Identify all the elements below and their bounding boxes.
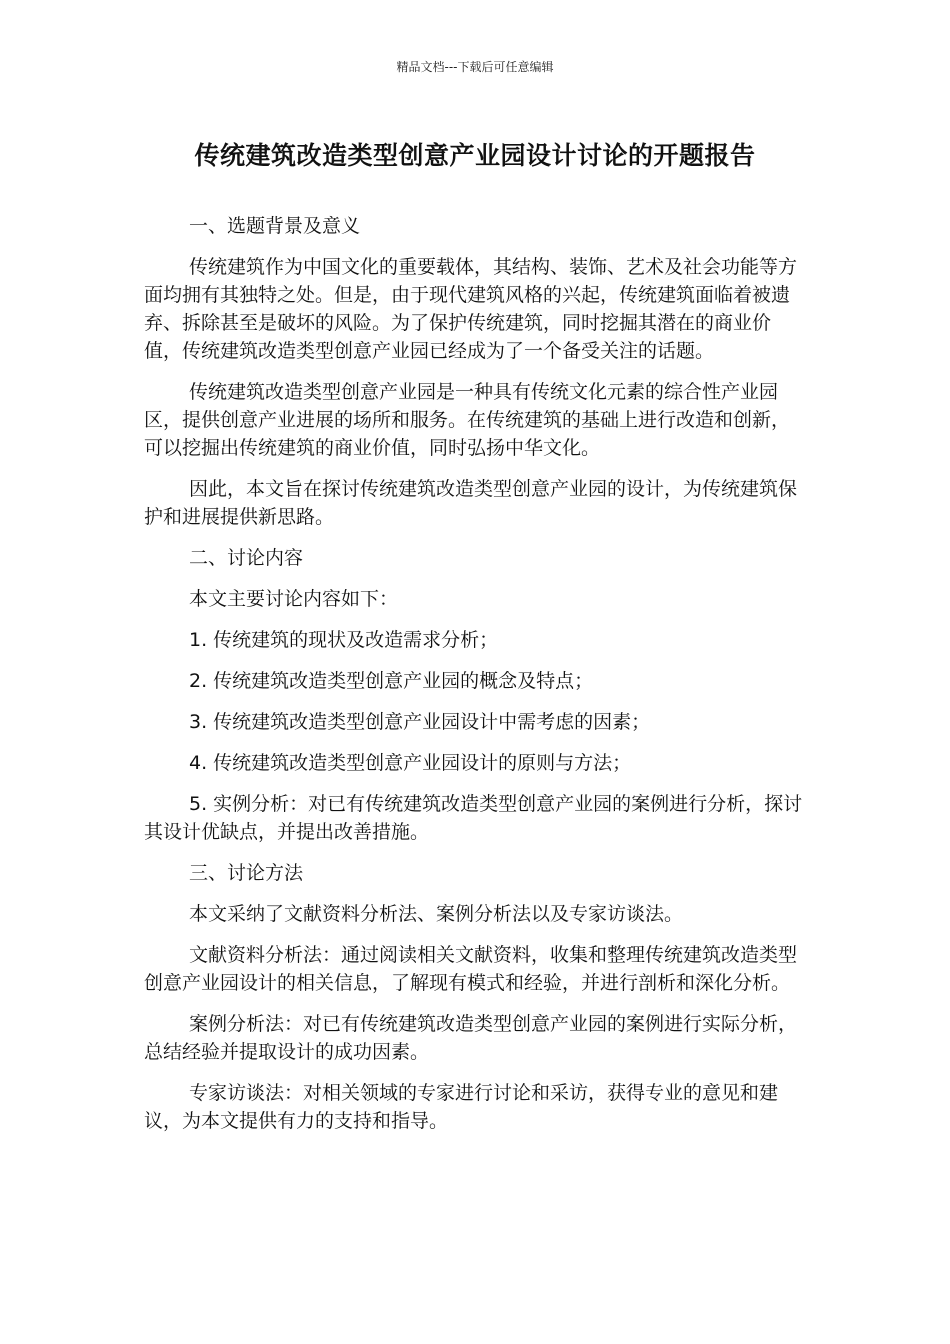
- paragraph-background-2: 传统建筑改造类型创意产业园是一种具有传统文化元素的综合性产业园区，提供创意产业进展的场所和服务。在传统建筑的基础上进行改造和创新，可以挖掘出传统建筑的商业价值，同时弘扬中华文化。: [144, 381, 791, 459]
- section-heading-background: 一、选题背景及意义: [189, 215, 361, 237]
- document-body: [144, 212, 808, 1148]
- paragraph-background-1: 传统建筑作为中国文化的重要载体，其结构、装饰、艺术及社会功能等方面均拥有其独特之处。但是，由于现代建筑风格的兴起，传统建筑面临着被遗弃、拆除甚至是破坏的风险。为了保护传统建筑，同时挖掘其潜在的商业价值，传统建筑改造类型创意产业园已经成为了一个备受关注的话题。: [144, 256, 798, 362]
- list-item-3: 3. 传统建筑改造类型创意产业园设计中需考虑的因素；: [189, 711, 651, 733]
- paragraph-content-intro: 本文主要讨论内容如下：: [189, 588, 399, 610]
- list-item-4: 4. 传统建筑改造类型创意产业园设计的原则与方法；: [189, 752, 632, 774]
- list-item-1: 1. 传统建筑的现状及改造需求分析；: [189, 629, 499, 651]
- header-note: 精品文档---下载后可任意编辑: [396, 60, 554, 74]
- list-item-5: 5. 实例分析：对已有传统建筑改造类型创意产业园的案例进行分析，探讨其设计优缺点，并提出改善措施。: [144, 793, 803, 843]
- section-heading-content: 二、讨论内容: [189, 547, 304, 569]
- paragraph-method-case: 案例分析法：对已有传统建筑改造类型创意产业园的案例进行实际分析，总结经验并提取设计的成功因素。: [144, 1013, 798, 1063]
- document-title: 传统建筑改造类型创意产业园设计讨论的开题报告: [194, 141, 756, 170]
- paragraph-method-intro: 本文采纳了文献资料分析法、案例分析法以及专家访谈法。: [189, 903, 684, 925]
- section-heading-method: 三、讨论方法: [189, 862, 304, 884]
- paragraph-background-3: 因此，本文旨在探讨传统建筑改造类型创意产业园的设计，为传统建筑保护和进展提供新思路。: [144, 478, 798, 528]
- paragraph-method-literature: 文献资料分析法：通过阅读相关文献资料，收集和整理传统建筑改造类型创意产业园设计的相关信息，了解现有模式和经验，并进行剖析和深化分析。: [144, 944, 798, 994]
- paragraph-method-interview: 专家访谈法：对相关领域的专家进行讨论和采访，获得专业的意见和建议，为本文提供有力的支持和指导。: [144, 1082, 779, 1132]
- list-item-2: 2. 传统建筑改造类型创意产业园的概念及特点；: [189, 670, 594, 692]
